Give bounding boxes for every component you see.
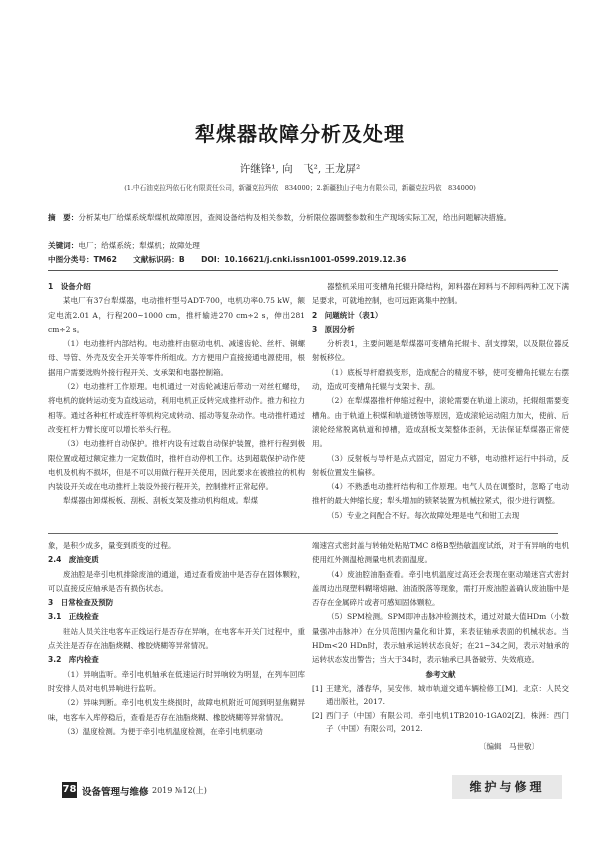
keywords <box>48 240 558 251</box>
paragraph: 器整机采用可变槽角托辊升降结构，卸料器在卸料与不卸料两种工况下满足要求，可就地控制，也可远距离集中控制。 <box>312 282 569 306</box>
section-heading: 3.2 库内检查 <box>48 655 99 665</box>
doc-code-value: B <box>178 255 185 264</box>
doi-label: DOI： <box>201 255 225 264</box>
paragraph: 驻站人员关注电客车正线运行是否存在异响，在电客车开关门过程中，重点关注是否存在油脂烧糊、橡胶烧糊等异常情况。 <box>48 626 305 651</box>
references-heading: 参考文献 <box>425 669 456 679</box>
reference-item: [2] 西门子（中国）有限公司．牵引电机1TB2010-1GA02[Z]．株洲：西门子（中国）有限公司，2012. <box>312 710 569 734</box>
abstract-text: 分析某电厂给煤系统犁煤机故障原因，查阅设备结构及相关参数，分析限位器调整参数和生产现场实际工况，给出问题解决措施。 <box>78 213 512 222</box>
doc-code-label: 文献标识码： <box>133 255 179 264</box>
paragraph: （2）异味判断。牵引电机发生烧损时，故障电机附近可闻到明显焦糊异味，电客车入库停稳后，查看是否存在油脂烧糊、橡胶烧糊等异常情况。 <box>48 698 305 722</box>
paragraph: （3）电动推杆自动保护。推杆内设有过载自动保护装置，推杆行程到极限位置或超过额定推力一定数值时，推杆自动停机工作。达到超载保护动作使电机及机构不损坏，但是不可以用做行程开关使用，因此要求在被推拉的机构内装设开关或在电动推杆上装设外接行程开关，控制推杆正常起停。 <box>48 439 305 492</box>
section-heading: 2 问题统计（表1） <box>312 310 383 320</box>
paragraph: 某电厂有37台犁煤器，电动推杆型号ADT-700，电机功率0.75 kW，额定电流2.01 A，行程200~1000 cm，推杆输进270 cm÷2 s，伸出281 cm÷2 s。 <box>48 296 305 334</box>
classification-line <box>48 254 558 265</box>
abstract <box>48 211 558 225</box>
lower-right-column <box>312 539 569 754</box>
page-number: 78 <box>62 782 77 798</box>
author-list: 许继锋¹, 向 飞², 王龙屏² <box>239 163 361 175</box>
paragraph: （2）电动推杆工作原理。电机通过一对齿轮减速后带动一对丝杠螺母，将电机的旋转运动变为直线运动，利用电机正反转完成推杆动作。推力和拉力相等。通过各种杠杆或连杆等机构完成转动、摇动等复杂动作。电动推杆通过改变杠杆力臂长度可以增长举头行程。 <box>48 382 305 434</box>
author-affiliation: (1.中石油克拉玛依石化有限责任公司，新疆克拉玛依 834000；2.新疆独山子电力有限公司，新疆克拉玛依 834000) <box>124 184 476 192</box>
reference-text: 王建光，潘春华，吴安伟．城市轨道交通车辆检修工[M]．北京：人民交通出版社，2017. <box>326 683 569 707</box>
doi-value: 10.16621/j.cnki.issn1001-0599.2019.12.36 <box>224 255 407 264</box>
upper-left-column <box>48 280 305 509</box>
section-label: 维护与修理 <box>452 775 562 799</box>
magazine-name: 设备管理与维修 <box>82 787 149 798</box>
paragraph: （5）专业之间配合不好。每次故障处理是电气和钳工去现 <box>327 510 520 520</box>
keywords-label: 关键词： <box>48 241 79 250</box>
clc-label: 中图分类号： <box>48 255 94 264</box>
paragraph: （4）废油腔油脂查看。牵引电机温度过高还会表现在驱动端迷宫式密封盖周边出现塑料糊堵熔融、油渣脱落等现象，需打开废油腔盖确认废油脂中是否存在金属碎片或者可感知固体颗粒。 <box>312 569 569 608</box>
paragraph: （1）电动推杆内部结构。电动推杆由驱动电机、减速齿轮、丝杆、铜螺母、导管、外壳及安全开关等零件所组成。方方便用户直接接通电源使用，根据用户需要选购外接行程开关、支承架和电器控制箱。 <box>48 339 305 377</box>
reference-text: 西门子（中国）有限公司．牵引电机1TB2010-1GA02[Z]．株洲：西门子（中国）有限公司，2012. <box>326 710 569 734</box>
paragraph: （2）在犁煤器推杆伸缩过程中，滚轮需要在轨道上滚动，托辊组需要变槽角。由于轨道上积煤和轨道锈蚀等原因，造成滚轮运动阻力加大，使前、后滚轮经常脱离轨道和掉槽，造成刮板支架整体歪斜，无法保证犁煤器正常使用。 <box>312 396 569 449</box>
issue-label: 2019 №12(上) <box>152 786 207 795</box>
reference-item: [1] 王建光，潘春华，吴安伟．城市轨道交通车辆检修工[M]．北京：人民交通出版社，2017. <box>312 683 569 707</box>
paragraph: （1）底板导杆磨损变形，造成配合的精度不够，使可变槽角托辊左右摆动，造成可变槽角托辊与支架卡、刮。 <box>312 367 569 392</box>
section-heading: 2.4 废油变质 <box>48 555 99 565</box>
paragraph: （3）反射板与导杆是点式固定，固定力不够，电动推杆运行中抖动，反射板位置发生偏移。 <box>312 453 569 477</box>
paragraph: （3）温度检测。为便于牵引电机温度检测，在牵引电机驱动 <box>63 726 263 736</box>
article-divider <box>48 533 558 534</box>
paragraph: 废油腔是牵引电机排除废油的通道，通过查看废油中是否存在固体颗粒，可以直接反应轴承是否有损伤状态。 <box>48 569 305 593</box>
editor-credit: 〔编辑 马世敬〕 <box>479 741 539 751</box>
clc-value: TM62 <box>93 255 117 264</box>
paragraph: 象，是积少成多，量变到质变的过程。 <box>48 541 176 550</box>
section-heading: 1 设备介绍 <box>48 282 91 291</box>
abstract-label: 摘 要： <box>48 213 79 222</box>
article-title: 犁煤器故障分析及处理 <box>195 122 405 146</box>
header-rule <box>48 270 558 271</box>
paragraph: 犁煤器由卸煤板板、刮板、刮板支架及推动机构组成。犁煤 <box>63 496 258 506</box>
lower-left-column <box>48 539 305 739</box>
paragraph: 端速宫式密封盖与转轴处粘贴TMC 8格B型热敏温度试纸，对于有异响的电机使用红外测温枪测量电机表面温度。 <box>312 541 569 565</box>
keywords-text: 电厂；给煤系统；犁煤机；故障处理 <box>78 241 200 250</box>
section-heading: 3.1 正线检查 <box>48 612 99 622</box>
paragraph: （1）异响监听。牵引电机轴承在低速运行时异响较为明显，在列车回库时安排人员对电机异响进行监听。 <box>48 669 305 693</box>
paragraph: （4）不熟悉电动推杆结构和工作原理。电气人员在调整时，忽略了电动推杆的最大伸缩长度；犁头增加的锁紧装置为机械拉紧式，很少进行调整。 <box>312 482 569 506</box>
paragraph: 分析表1，主要问题是犁煤器可变槽角托辊卡、刮支撑架，以及限位器反射板移位。 <box>312 339 569 363</box>
section-heading: 3 原因分析 <box>312 324 355 334</box>
paragraph: （5）SPM检测。SPM即冲击脉冲检测技术，通过对最大值HDm（小数量强冲击脉冲）在分贝范围内量化和计算，来表征轴承表面的机械状态。当HDm<20 HDn时，表示轴承运转状态良好；在21~34之间，表示对轴承的运转状态发出警告；当大于34时，表示轴承已具备破劳、失效痕迹。 <box>312 612 569 665</box>
section-heading: 3 日常检查及预防 <box>48 598 114 608</box>
upper-right-column <box>312 280 569 523</box>
